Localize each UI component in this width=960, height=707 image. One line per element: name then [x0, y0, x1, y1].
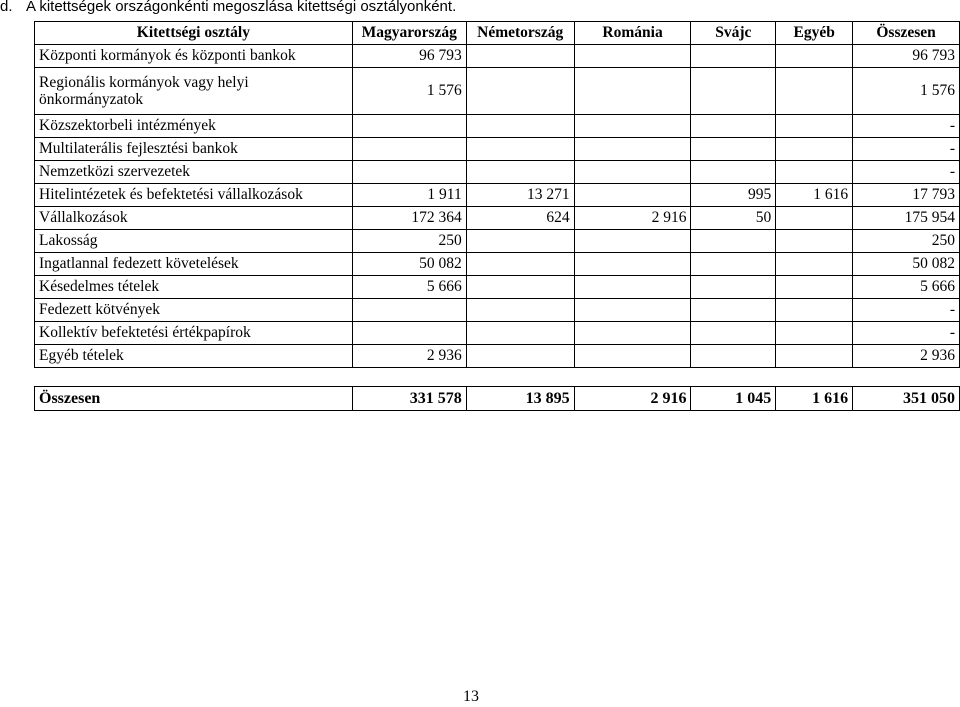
- value-cell: [776, 161, 853, 184]
- value-cell: [466, 138, 574, 161]
- table-row: [35, 207, 960, 230]
- row-label: Hitelintézetek és befektetési vállalkozások: [35, 184, 353, 207]
- table-row: [35, 276, 960, 299]
- value-cell: [776, 207, 853, 230]
- value-cell: [574, 68, 691, 115]
- value-cell: [574, 184, 691, 207]
- value-cell: [776, 68, 853, 115]
- value-cell: [691, 345, 776, 368]
- caption-number: d.: [0, 0, 13, 15]
- table-row: [35, 161, 960, 184]
- value-cell: 624: [466, 207, 574, 230]
- value-cell: [776, 345, 853, 368]
- exposure-table: [34, 21, 960, 411]
- header-cell: Magyarország: [352, 22, 466, 45]
- spacer-cell: [853, 368, 960, 387]
- value-cell: [776, 45, 853, 68]
- header-cell: Németország: [466, 22, 574, 45]
- spacer-cell: [691, 368, 776, 387]
- value-cell: [574, 230, 691, 253]
- table-row: [35, 253, 960, 276]
- value-cell: [691, 45, 776, 68]
- value-cell: [352, 138, 466, 161]
- total-row: [35, 387, 960, 411]
- row-label: Ingatlannal fedezett követelések: [35, 253, 353, 276]
- table-caption: [0, 0, 456, 15]
- row-label: Közszektorbeli intézmények: [35, 115, 353, 138]
- table-row: [35, 230, 960, 253]
- value-cell: [691, 322, 776, 345]
- row-label: Nemzetközi szervezetek: [35, 161, 353, 184]
- value-cell: [466, 322, 574, 345]
- value-cell: [352, 299, 466, 322]
- table-row: [35, 345, 960, 368]
- value-cell: [574, 276, 691, 299]
- value-cell: [574, 253, 691, 276]
- value-cell: [466, 253, 574, 276]
- value-cell: [574, 322, 691, 345]
- row-label: Multilaterális fejlesztési bankok: [35, 138, 353, 161]
- value-cell: [691, 230, 776, 253]
- caption-text: A kitettségek országonkénti megoszlása kitettségi osztályonként.: [26, 0, 457, 15]
- value-cell: -: [853, 322, 960, 345]
- value-cell: [574, 115, 691, 138]
- value-cell: 995: [691, 184, 776, 207]
- row-label: Fedezett kötvények: [35, 299, 353, 322]
- row-label-text: Regionális kormányok vagy helyi önkormányzatok: [39, 74, 249, 108]
- value-cell: 17 793: [853, 184, 960, 207]
- value-cell: 13 271: [466, 184, 574, 207]
- value-cell: 2 936: [352, 345, 466, 368]
- value-cell: [776, 138, 853, 161]
- value-cell: [466, 230, 574, 253]
- value-cell: 96 793: [853, 45, 960, 68]
- value-cell: [574, 161, 691, 184]
- total-value-cell: 2 916: [574, 387, 691, 411]
- row-label: [35, 68, 353, 115]
- value-cell: 1 911: [352, 184, 466, 207]
- header-cell: Egyéb: [776, 22, 853, 45]
- value-cell: [776, 115, 853, 138]
- header-cell: Románia: [574, 22, 691, 45]
- value-cell: [466, 345, 574, 368]
- value-cell: [466, 45, 574, 68]
- value-cell: [776, 299, 853, 322]
- table-row: [35, 299, 960, 322]
- value-cell: 96 793: [352, 45, 466, 68]
- value-cell: [691, 68, 776, 115]
- value-cell: [776, 230, 853, 253]
- header-cell: Svájc: [691, 22, 776, 45]
- row-label: Egyéb tételek: [35, 345, 353, 368]
- value-cell: [691, 299, 776, 322]
- value-cell: 2 916: [574, 207, 691, 230]
- value-cell: [352, 322, 466, 345]
- value-cell: 5 666: [352, 276, 466, 299]
- table-row: [35, 138, 960, 161]
- value-cell: [466, 276, 574, 299]
- total-value-cell: 331 578: [352, 387, 466, 411]
- value-cell: [574, 345, 691, 368]
- row-label: Lakosság: [35, 230, 353, 253]
- value-cell: 50 082: [853, 253, 960, 276]
- spacer-cell: [352, 368, 466, 387]
- value-cell: [466, 161, 574, 184]
- value-cell: [466, 299, 574, 322]
- total-label: Összesen: [35, 387, 353, 411]
- value-cell: [352, 115, 466, 138]
- table-row: [35, 68, 960, 115]
- value-cell: -: [853, 138, 960, 161]
- value-cell: [466, 115, 574, 138]
- value-cell: 2 936: [853, 345, 960, 368]
- value-cell: [691, 161, 776, 184]
- value-cell: [776, 322, 853, 345]
- total-value-cell: 13 895: [466, 387, 574, 411]
- total-value-cell: 1 045: [691, 387, 776, 411]
- value-cell: [691, 115, 776, 138]
- value-cell: 1 616: [776, 184, 853, 207]
- header-cell: Kitettségi osztály: [35, 22, 353, 45]
- value-cell: 1 576: [352, 68, 466, 115]
- value-cell: [691, 138, 776, 161]
- row-label: Vállalkozások: [35, 207, 353, 230]
- page-number: 13: [463, 688, 479, 705]
- spacer-cell: [35, 368, 353, 387]
- value-cell: [574, 299, 691, 322]
- value-cell: [691, 253, 776, 276]
- value-cell: -: [853, 115, 960, 138]
- value-cell: 250: [352, 230, 466, 253]
- spacer-cell: [574, 368, 691, 387]
- spacer-cell: [776, 368, 853, 387]
- value-cell: [574, 138, 691, 161]
- value-cell: [574, 45, 691, 68]
- total-value-cell: 1 616: [776, 387, 853, 411]
- table-row: [35, 184, 960, 207]
- header-row: [35, 22, 960, 45]
- value-cell: 5 666: [853, 276, 960, 299]
- value-cell: 175 954: [853, 207, 960, 230]
- spacer-row: [35, 368, 960, 387]
- row-label: Kollektív befektetési értékpapírok: [35, 322, 353, 345]
- header-cell: Összesen: [853, 22, 960, 45]
- value-cell: [776, 253, 853, 276]
- total-value-cell: 351 050: [853, 387, 960, 411]
- value-cell: 50 082: [352, 253, 466, 276]
- value-cell: [691, 276, 776, 299]
- value-cell: [352, 161, 466, 184]
- value-cell: 1 576: [853, 68, 960, 115]
- value-cell: 250: [853, 230, 960, 253]
- table-row: [35, 115, 960, 138]
- value-cell: 50: [691, 207, 776, 230]
- value-cell: 172 364: [352, 207, 466, 230]
- value-cell: [776, 276, 853, 299]
- value-cell: -: [853, 161, 960, 184]
- value-cell: -: [853, 299, 960, 322]
- table-row: [35, 45, 960, 68]
- spacer-cell: [466, 368, 574, 387]
- value-cell: [466, 68, 574, 115]
- row-label: Késedelmes tételek: [35, 276, 353, 299]
- row-label: Központi kormányok és központi bankok: [35, 45, 353, 68]
- table-row: [35, 322, 960, 345]
